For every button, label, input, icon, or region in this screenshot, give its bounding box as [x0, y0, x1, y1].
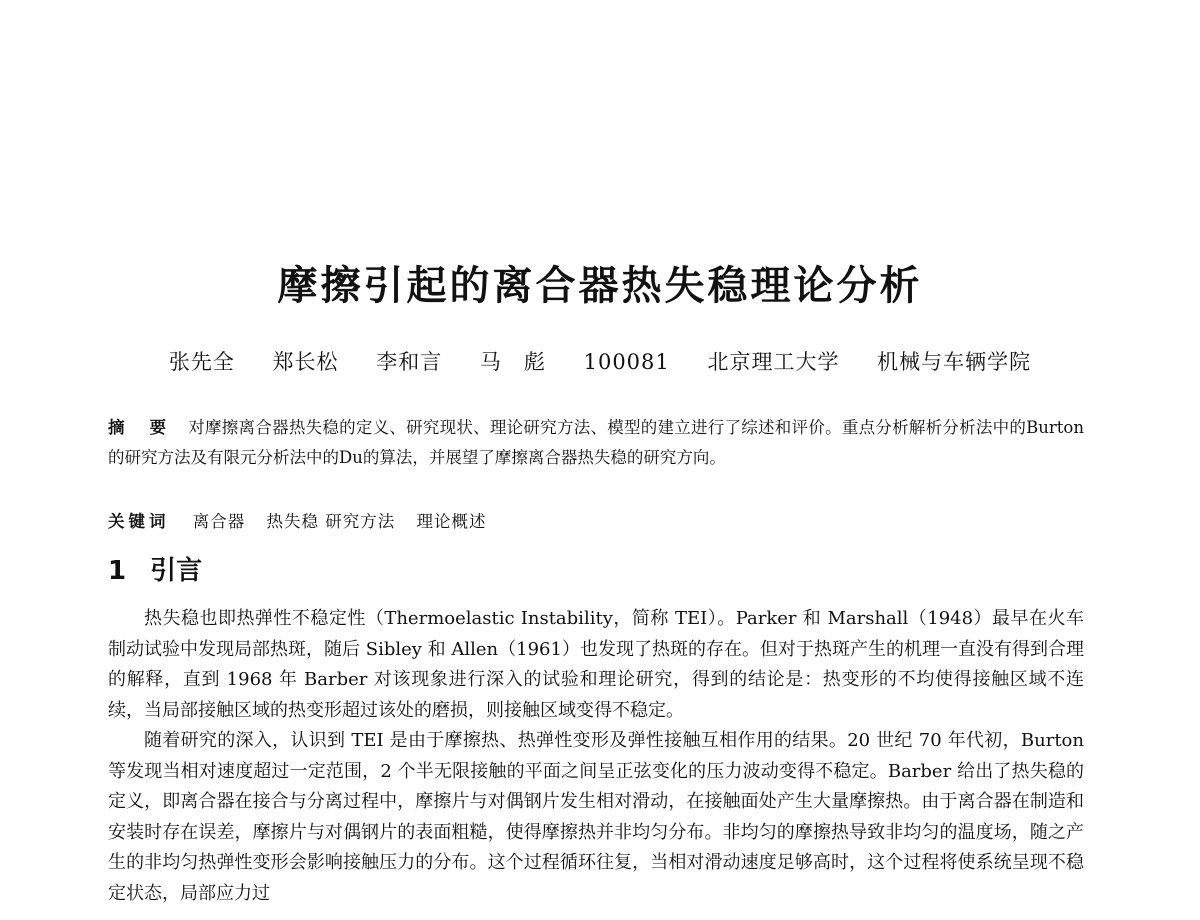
- keyword: 离合器: [192, 512, 246, 531]
- paper-title: 摩擦引起的离合器热失稳理论分析: [277, 262, 923, 309]
- author-name: 马 彪: [479, 350, 546, 374]
- abstract-text: 对摩擦离合器热失稳的定义、研究现状、理论研究方法、模型的建立进行了综述和评价。重点分析解析分析法中的Burton的研究方法及有限元分析法中的Du的算法，并展望了摩擦离合器热失稳的研究方向。: [108, 418, 1084, 467]
- abstract: [108, 413, 1084, 473]
- section-body: [108, 604, 1084, 909]
- author-affiliation-line: [0, 346, 1200, 378]
- author-name: 张先全: [168, 350, 235, 374]
- keywords-label: 关键词: [108, 512, 170, 531]
- author-name: 李和言: [376, 350, 443, 374]
- postal-code: 100081: [583, 350, 670, 374]
- body-paragraph: 热失稳也即热弹性不稳定性（Thermoelastic Instability，简称 TEI）。Parker 和 Marshall（1948）最早在火车制动试验中发现局部热斑，随后 Sibley 和 Allen（1961）也发现了热斑的存在。但对于热斑产生的机理一直没有得到合理的解释，直到 1968 年 Barber 对该现象进行深入的试验和理论研究，得到的结论是：热变形的不均使得接触区域不连续，当局部接触区域的热变形超过该处的磨损，则接触区域变得不稳定。: [108, 608, 1084, 721]
- body-paragraph: 随着研究的深入，认识到 TEI 是由于摩擦热、热弹性变形及弹性接触互相作用的结果。20 世纪 70 年代初，Burton 等发现当相对速度超过一定范围，2 个半无限接触的平面之间呈正弦变化的压力波动变得不稳定。Barber 给出了热失稳的定义，即离合器在接合与分离过程中，摩擦片与对偶钢片发生相对滑动，在接触面处产生大量摩擦热。由于离合器在制造和安装时存在误差，摩擦片与对偶钢片的表面粗糙，使得摩擦热并非均匀分布。非均匀的摩擦热导致非均匀的温度场，随之产生的非均匀热弹性变形会影响接触压力的分布。这个过程循环往复，当相对滑动速度足够高时，这个过程将使系统呈现不稳定状态，局部应力过: [108, 730, 1084, 904]
- abstract-label: 摘 要: [108, 418, 171, 437]
- affiliation-university: 北京理工大学: [707, 350, 840, 374]
- affiliation-school: 机械与车辆学院: [877, 350, 1032, 374]
- keywords: [108, 507, 1084, 537]
- keyword: 热失稳 研究方法: [266, 512, 396, 531]
- keyword: 理论概述: [416, 512, 487, 531]
- section-title: 引言: [150, 556, 203, 586]
- section-heading: [108, 551, 202, 591]
- section-number: 1: [108, 556, 127, 586]
- author-name: 郑长松: [272, 350, 339, 374]
